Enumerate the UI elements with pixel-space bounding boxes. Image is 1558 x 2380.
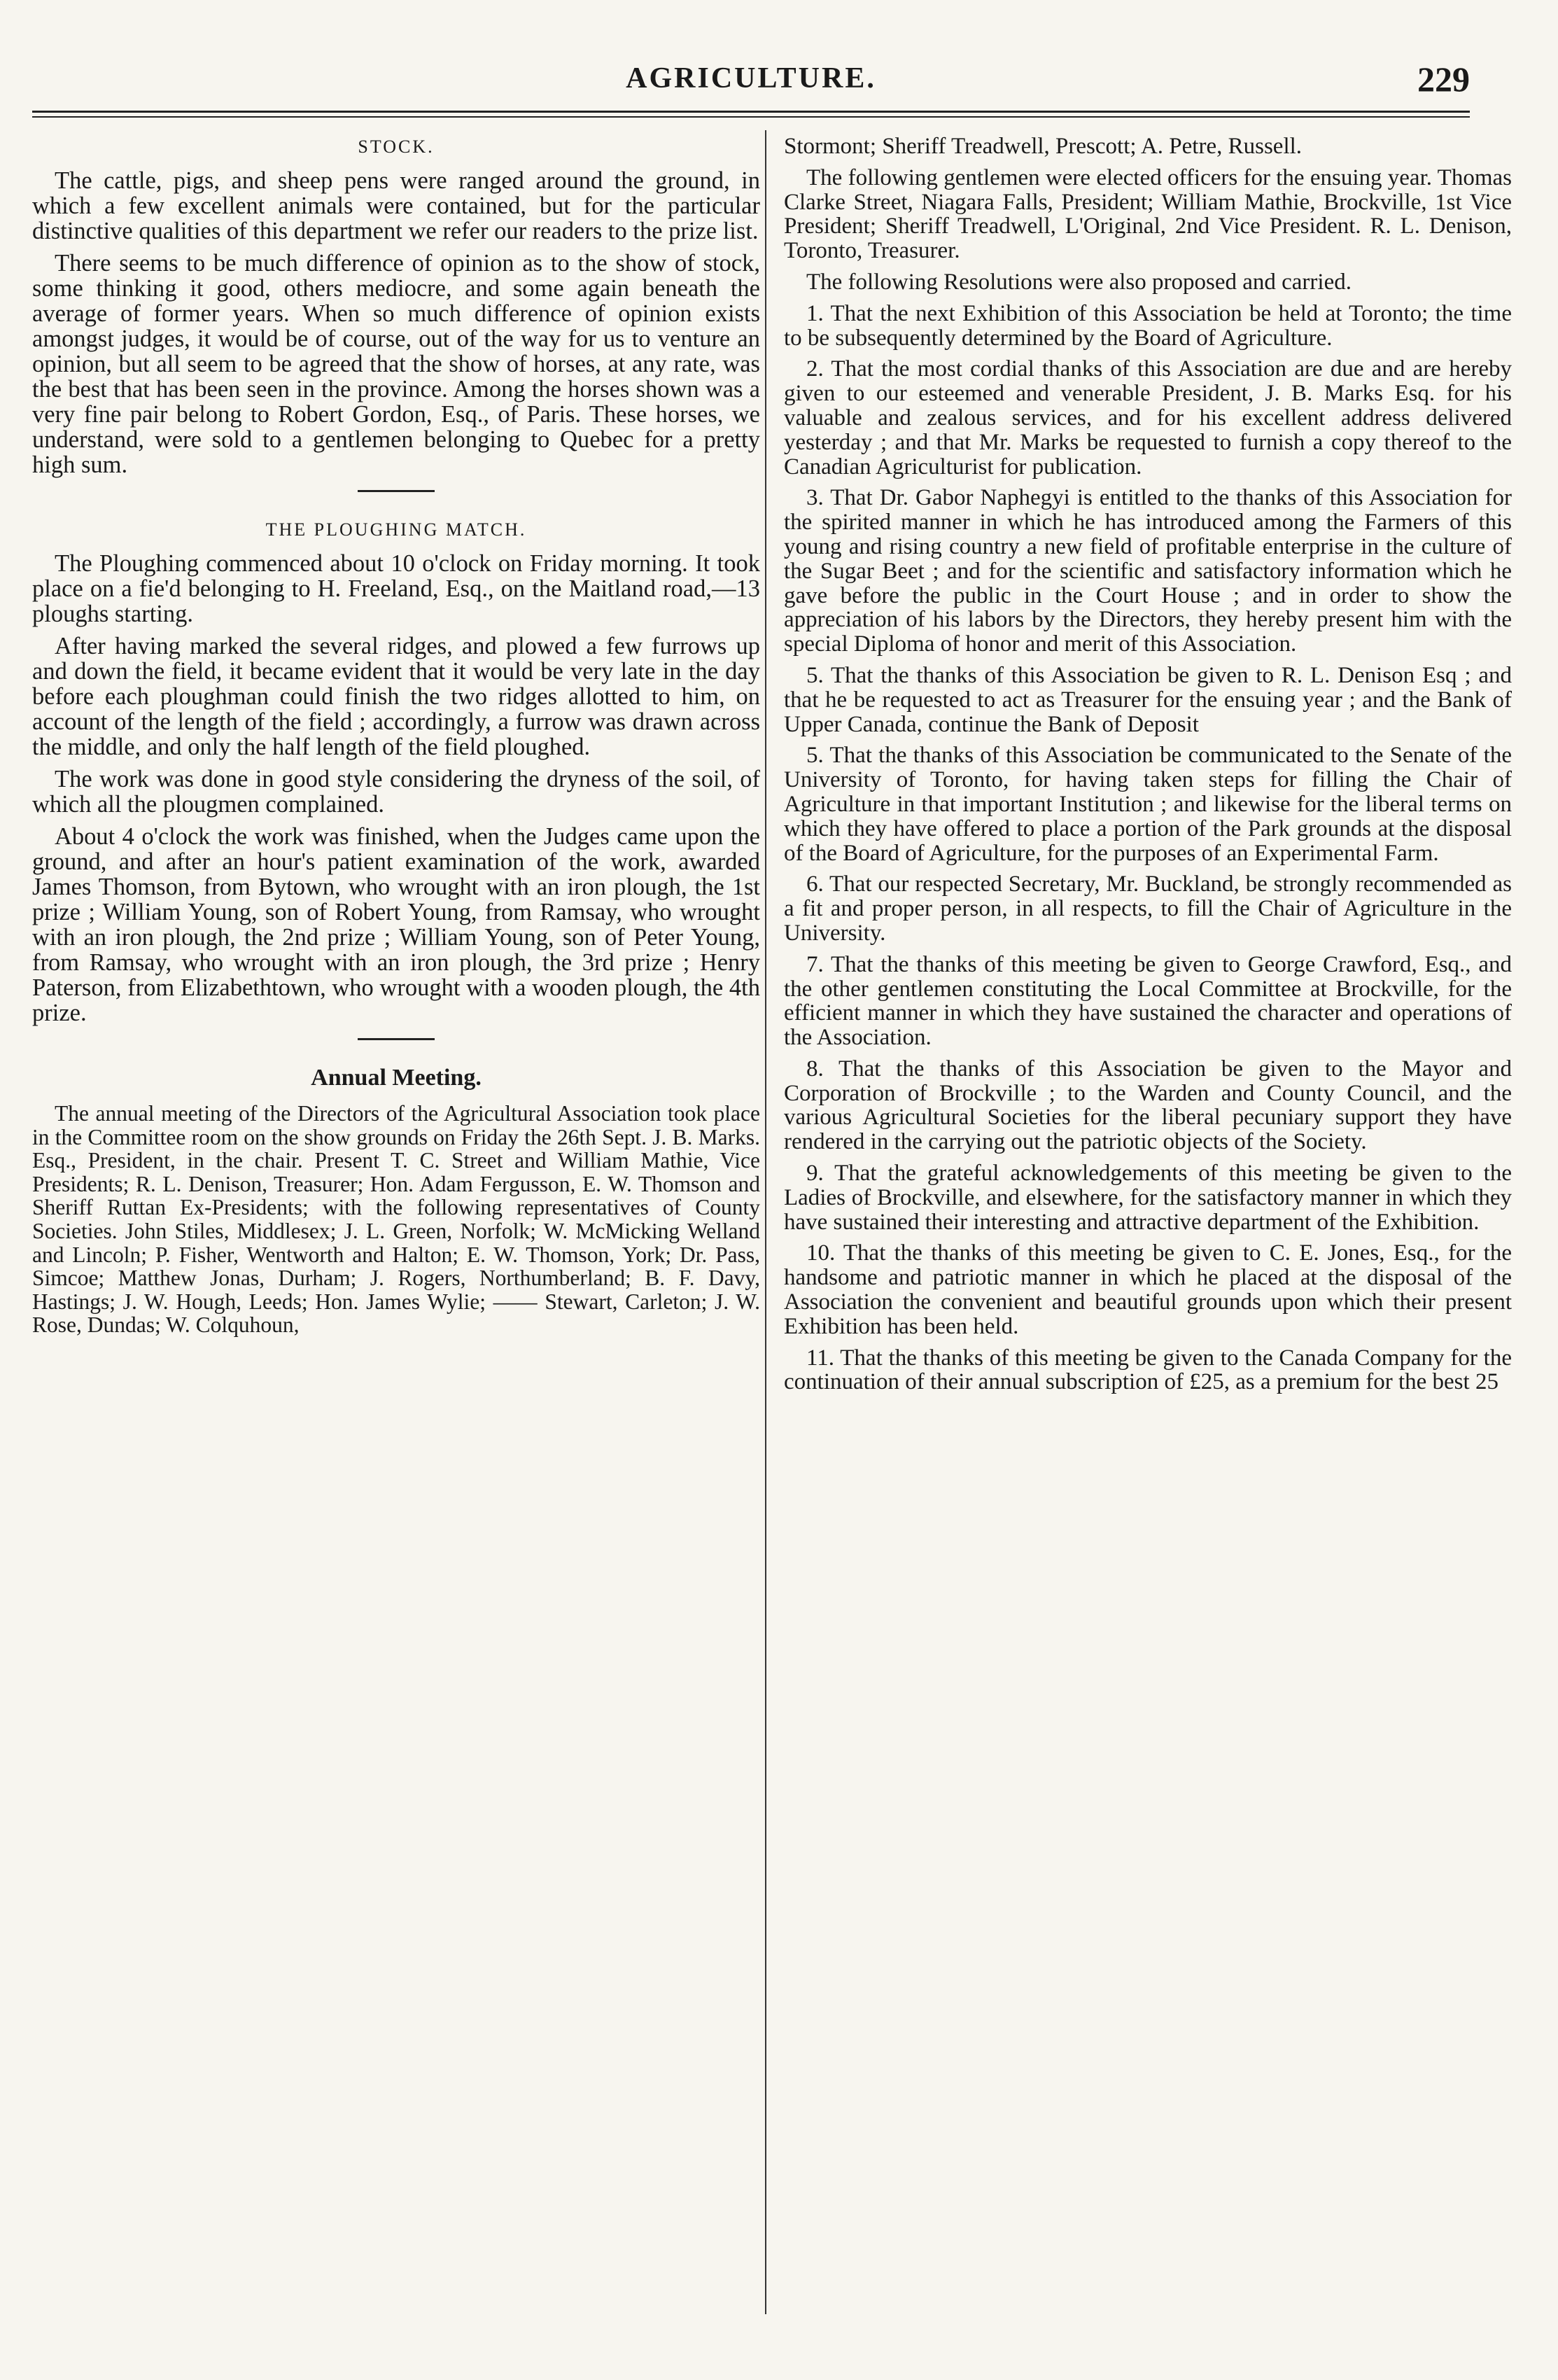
annual-meeting-paragraph: The annual meeting of the Directors of the Agricultural Association took place in the Committee room on the show grounds on Friday the 26th Sept. J. B. Marks. Esq., President, in the chair. Present T. C. Street and William Mathie, Vice Presidents; R. L. Denison, Treasurer; Hon. Adam Fergusson, E. W. Thomson and Sheriff Ruttan Ex-Presidents; with the following representatives of County Societies. John Stiles, Middlesex; J. L. Green, Norfolk; W. McMicking Welland and Lincoln; P. Fisher, Wentworth and Halton; E. W. Thomson, York; Dr. Pass, Simcoe; Matthew Jonas, Durham; J. Rogers, Northumberland; B. F. Davy, Hastings; J. W. Hough, Leeds; Hon. James Wylie; —— Stewart, Carleton; J. W. Rose, Dundas; W. Colquhoun,	[32, 1101, 760, 1338]
resolutions-intro: The following Resolutions were also proposed and carried.	[806, 269, 1352, 295]
resolution-item: 6. That our respected Secretary, Mr. Buckland, be strongly recommended as a fit and proper person, in all respects, to fill the Chair of Agriculture in the University.	[784, 872, 1512, 946]
annual-meeting-heading: Annual Meeting.	[311, 1065, 482, 1091]
resolution-item: 5. That the thanks of this Association be communicated to the Senate of the University of Toronto, for having taken steps for filling the Chair of Agriculture in that important Institution ; and likewise for the liberal terms on which they have offered to place a portion of the Park grounds at the disposal of the Board of Agriculture, for the purposes of an Experimental Farm.	[784, 743, 1512, 866]
header-rule-secondary	[32, 116, 1470, 118]
ploughing-paragraph: After having marked the several ridges, and plowed a few furrows up and down the field, it became evident that it would be very late in the day before each ploughman could finish the two ridges allotted to him, on account of the length of the field ; accordingly, a furrow was drawn across the middle, and only the half length of the field ploughed.	[32, 633, 760, 760]
resolution-item: 11. That the thanks of this meeting be given to the Canada Company for the continuation of their annual subscription of £25, as a premium for the best 25	[784, 1345, 1512, 1395]
resolution-item: 9. That the grateful acknowledgements of this meeting be given to the Ladies of Brockville, and elsewhere, for the satisfactory manner in which they have sustained their interesting and attractive department of the Exhibition.	[784, 1161, 1512, 1235]
ploughing-paragraph: About 4 o'clock the work was finished, when the Judges came upon the ground, and after an hour's patient examination of the work, awarded James Thomson, from Bytown, who wrought with an iron plough, the 1st prize ; William Young, son of Robert Young, from Ramsay, who wrought with an iron plough, the 2nd prize ; William Young, son of Peter Young, from Ramsay, who wrought with an iron plough, the 3rd prize ; Henry Paterson, from Elizabethtown, who wrought with a wooden plough, the 4th prize.	[32, 823, 760, 1026]
section-divider	[358, 490, 435, 492]
resolution-item: 3. That Dr. Gabor Naphegyi is entitled to the thanks of this Association for the spirited manner in which he has introduced among the Farmers of this young and rising country a new field of profitable enterprise in the culture of the Sugar Beet ; and for the scientific and satisfactory information which he gave before the public in the Court House ; and in order to show the appreciation of his labors by the Directors, they hereby present him with the special Diploma of honor and merit of this Association.	[784, 485, 1512, 657]
left-column	[32, 134, 760, 1344]
resolution-item: 10. That the thanks of this meeting be given to C. E. Jones, Esq., for the handsome and patriotic manner in which he placed at the disposal of the Association the convenient and beautiful grounds upon which their present Exhibition has been held.	[784, 1240, 1512, 1339]
resolution-item: 5. That the thanks of this Association be given to R. L. Denison Esq ; and that he be requested to act as Treasurer for the ensuing year ; and the Bank of Upper Canada, continue the Bank of Deposit	[784, 662, 1512, 737]
column-divider	[765, 130, 766, 2314]
ploughing-paragraph: The work was done in good style considering the dryness of the soil, of which all the plougmen complained.	[32, 766, 760, 818]
resolution-item: 2. That the most cordial thanks of this Association are due and are hereby given to our esteemed and venerable President, J. B. Marks Esq. for his valuable and zealous services, and for his excellent address delivered yesterday ; and that Mr. Marks be requested to furnish a copy thereof to the Canadian Agriculturist for publication.	[784, 356, 1512, 479]
header-rule	[32, 111, 1470, 113]
stock-paragraph: There seems to be much difference of opinion as to the show of stock, some thinking it good, others mediocre, and some again beneath the average of former years. When so much difference of opinion exists amongst judges, it would be of course, out of the way for us to venture an opinion, but all seem to be agreed that the show of horses, at any rate, was the best that has been seen in the province. Among the horses shown was a very fine pair belong to Robert Gordon, Esq., of Paris. These horses, we understand, were sold to a gentlemen belonging to Quebec for a pretty high sum.	[32, 250, 760, 478]
resolution-item: 7. That the thanks of this meeting be given to George Crawford, Esq., and the other gentlemen constituting the Local Committee at Brockville, for the efficient manner in which they have sustained the character and operations of the Association.	[784, 951, 1512, 1051]
running-title: AGRICULTURE.	[626, 62, 876, 94]
section-divider	[358, 1038, 435, 1040]
ploughing-paragraph: The Ploughing commenced about 10 o'clock on Friday morning. It took place on a fie'd belonging to H. Freeland, Esq., on the Maitland road,—13 ploughs starting.	[32, 550, 760, 627]
page-number: 229	[1417, 59, 1470, 99]
stock-paragraph: The cattle, pigs, and sheep pens were ranged around the ground, in which a few excellent animals were contained, but for the particular distinctive qualities of this department we refer our readers to the prize list.	[32, 167, 760, 244]
page-header	[32, 59, 1470, 108]
resolution-item: 8. That the thanks of this Association be given to the Mayor and Corporation of Brockville ; to the Warden and County Council, and the various Agricultural Societies for the liberal pecuniary support they have rendered in the carrying out the patriotic objects of the Society.	[784, 1056, 1512, 1155]
resolution-item: 1. That the next Exhibition of this Association be held at Toronto; the time to be subsequently determined by the Board of Agriculture.	[784, 300, 1512, 351]
stock-heading: STOCK.	[358, 136, 435, 157]
officers-paragraph: The following gentlemen were elected officers for the ensuing year. Thomas Clarke Street, Niagara Falls, President; William Mathie, Brockville, 1st Vice President; Sheriff Treadwell, L'Original, 2nd Vice President. R. L. Denison, Toronto, Treasurer.	[784, 164, 1512, 264]
right-column	[784, 134, 1512, 1401]
continued-paragraph: Stormont; Sheriff Treadwell, Prescott; A. Petre, Russell.	[784, 134, 1303, 159]
ploughing-match-heading: THE PLOUGHING MATCH.	[265, 519, 527, 540]
